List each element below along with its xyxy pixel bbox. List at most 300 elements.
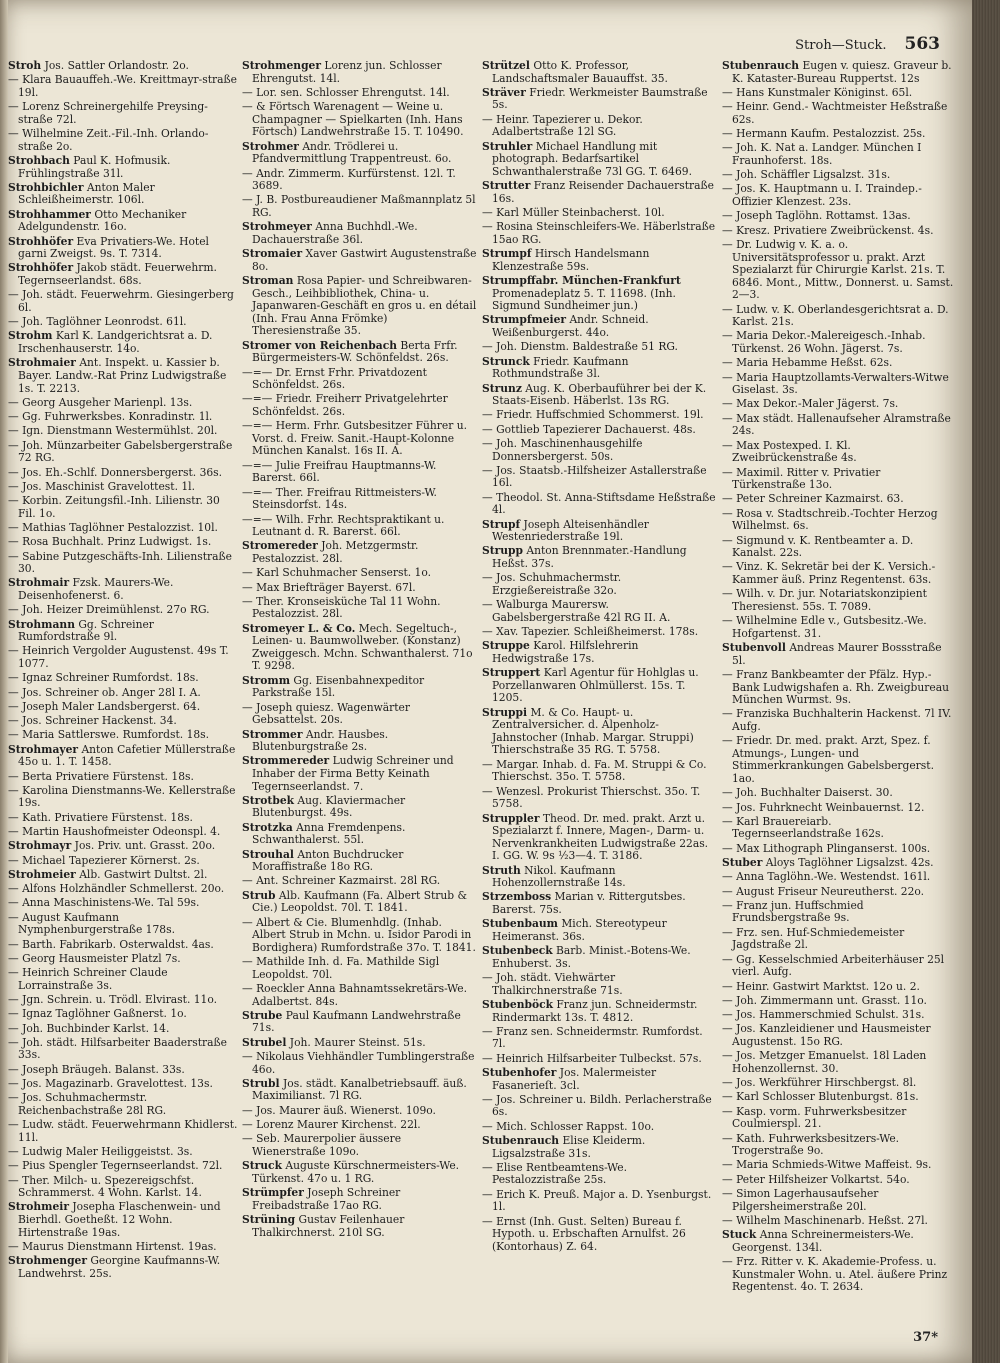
entry-details: Jos. Priv. unt. Grasst. 20o. — [71, 839, 216, 853]
entry-details: K. Sekretär bei der K. Versich.-Kammer äuß. Prinz Regentenst. 63s. — [732, 560, 936, 586]
entry-name: — Sabine — [8, 549, 60, 563]
entry-name: — Maria — [722, 1158, 769, 1172]
entry-name: — Ludwig — [8, 1145, 63, 1159]
entry-name: — Joh. — [722, 993, 758, 1007]
entry-name: Strümpfer — [242, 1186, 304, 1200]
entry-details: Sattlerswe. Rumfordst. 18s. — [54, 728, 210, 742]
entry-name: Strüning — [242, 1212, 296, 1226]
directory-entry — [8, 236, 238, 261]
entry-details: Georgine Kaufmanns-W. Landwehrst. 25s. — [18, 1254, 221, 1280]
directory-entry — [482, 221, 718, 246]
entry-details: sen. Schneidermstr. Rumfordst. 7l. — [492, 1024, 703, 1051]
entry-details: Taglöhner Pestalozzist. 10l. — [65, 520, 218, 534]
entry-details: Maurersw. Gabelsbergerstraße 42l RG II. A. — [492, 598, 671, 624]
entry-details: städt. Feuerwehrmann Khidlerst. 11l. — [18, 1118, 238, 1144]
directory-entry — [482, 813, 718, 863]
entry-name: — Franz — [722, 667, 768, 681]
entry-name: — Jos. — [722, 1022, 756, 1036]
entry-details: Schlosser Blutenburgst. 81s. — [758, 1090, 919, 1104]
directory-entry — [8, 467, 238, 480]
entry-details: Taglöhner Leonrodst. 61l. — [43, 315, 187, 329]
directory-entry — [722, 467, 954, 492]
entry-name: — Joh. — [722, 141, 758, 155]
entry-name: — Wilhelmine — [8, 127, 84, 141]
directory-entry — [482, 640, 718, 665]
entry-name: — Karolina — [8, 783, 69, 797]
entry-details: Huffschmied Schommerst. 19l. — [532, 408, 704, 422]
entry-details: Fuhrknecht Weinbauernst. 12. — [755, 800, 925, 814]
entry-details: Maler Heiliggeistst. 3s. — [62, 1145, 193, 1159]
entry-name: — Joseph — [722, 209, 773, 223]
entry-name: — Georg — [8, 395, 56, 409]
entry-name: — Max — [722, 411, 760, 425]
entry-details: Münzarbeiter Gabelsbergerstraße 72 RG. — [18, 438, 233, 465]
directory-entry — [482, 1094, 718, 1119]
entry-name: — Albert & Cie. — [242, 915, 328, 929]
entry-name: — Anna — [722, 870, 764, 884]
directory-entry — [8, 330, 238, 355]
entry-details: städt. Feuerwehrm. Giesingerberg 6l. — [18, 288, 234, 314]
entry-details: Joseph Schreiner Freibadstraße 17ao RG. — [252, 1186, 401, 1212]
entry-name: — Ernst — [482, 1214, 526, 1228]
entry-details: Zimmerm. Kurfürstenst. 12l. T. 3689. — [252, 166, 456, 193]
entry-name: — Rosa — [722, 506, 763, 520]
directory-entry — [722, 615, 954, 640]
directory-entry — [242, 1187, 478, 1212]
entry-name: — Gg. — [8, 410, 41, 424]
directory-entry — [482, 180, 718, 205]
entry-details: Franz Reisender Dachauerstraße 16s. — [492, 179, 714, 205]
entry-name: — Peter — [722, 1172, 765, 1186]
entry-details: St. Anna-Stiftsdame Heßstraße 4l. — [492, 490, 716, 517]
entry-details: Kunstmaler Königinst. 65l. — [764, 85, 913, 99]
entry-details: Schuhmacher Senserst. 1o. — [278, 566, 431, 580]
directory-entry — [722, 225, 954, 238]
entry-name: — Heinr. — [722, 979, 770, 993]
entry-name: Strunck — [482, 354, 530, 368]
entry-name: — Rosina — [482, 220, 533, 234]
entry-name: — Ther. — [8, 1173, 50, 1187]
directory-entry — [8, 812, 238, 825]
entry-name: — Joh. — [722, 168, 758, 182]
entry-name: — Kasp. — [722, 1104, 767, 1118]
entry-details: Marian v. Rittergutsbes. Barerst. 75s. — [492, 890, 686, 917]
entry-details: jun. Huffschmied Frundsbergstraße 9s. — [732, 898, 864, 925]
directory-entry — [8, 1064, 238, 1077]
entry-details: Buchhalterin Hackenst. 7l IV. Aufg. — [732, 707, 952, 733]
directory-entry — [8, 316, 238, 329]
entry-name: — Wilhelmine — [722, 614, 798, 628]
entry-name: — Margar. — [482, 757, 540, 771]
entry-details: Maurer Kirchenst. 22l. — [293, 1118, 421, 1132]
entry-name: — Jos. — [8, 465, 42, 479]
directory-entry — [8, 883, 238, 896]
entry-name: — Jgn. — [8, 993, 44, 1006]
entry-details: Otto K. Professor, Landschaftsmaler Bauauffst. 35. — [492, 60, 668, 85]
entry-name: — Joh. — [722, 786, 758, 800]
entry-details: vorm. Fuhrwerksbesitzer Coulmierspl. 21. — [732, 1104, 907, 1131]
entry-details: Alb. Kaufmann (Fa. Albert Strub & Cie.) Leopoldst. 70l. T. 1841. — [252, 888, 468, 915]
entry-name: — Heinr. — [722, 100, 770, 114]
entry-name: — Heinrich — [482, 1051, 544, 1065]
directory-entry — [8, 912, 238, 937]
entry-name: — Franziska — [722, 707, 790, 721]
entry-name: — Jos. — [482, 1092, 516, 1106]
entry-details: Schrein. u. Trödl. Elvirast. 11o. — [43, 993, 217, 1006]
directory-entry — [8, 840, 238, 853]
entry-details: Haushofmeister Odeonspl. 4. — [59, 825, 221, 838]
entry-name: — Alfons — [8, 882, 56, 896]
directory-entry — [242, 275, 478, 338]
entry-details: Zimmermann unt. Grasst. 11o. — [757, 993, 927, 1007]
entry-details: Nikol. Kaufmann Hohenzollernstraße 14s. — [492, 863, 626, 890]
entry-name: Struhler — [482, 139, 533, 153]
directory-entry — [8, 128, 238, 153]
entry-name: Strohmayer — [8, 742, 79, 756]
entry-name: — Joseph — [242, 700, 293, 714]
entry-name: — Joh. — [8, 288, 44, 302]
entry-name: — Pius — [8, 1159, 46, 1173]
entry-name: — Klara — [8, 73, 52, 87]
entry-details: Promenadeplatz 5. T. 11698. (Inh. Sigmund Sundheimer jun.) — [492, 286, 676, 313]
entry-details: Schreinergehilfe Preysing-straße 72l. — [18, 100, 208, 126]
directory-entry — [722, 843, 954, 856]
directory-entry — [8, 645, 238, 670]
entry-details: Taglöhner Gaßnerst. 1o. — [52, 1007, 187, 1021]
entry-name: Stubenbaum — [482, 917, 558, 931]
directory-entry — [722, 927, 954, 952]
entry-name: Strub — [242, 888, 276, 902]
entry-details: Xaver Gastwirt Augustenstraße 8o. — [252, 247, 477, 273]
entry-details: Josepha Flaschenwein- und Bierhdl. Goetheßt. 12 Wohn. Hirtenstraße 19as. — [18, 1200, 221, 1239]
entry-name: Strohmair — [8, 576, 70, 590]
entry-details: Schreiner Kazmairst. 63. — [764, 492, 904, 506]
entry-details: Steinschleifers-We. Häberlstraße 15ao RG. — [492, 220, 716, 246]
entry-name: Strupp — [482, 544, 524, 558]
directory-entry — [242, 420, 478, 458]
directory-entry — [8, 495, 238, 520]
entry-details: Jos. Sattler Orlandostr. 2o. — [41, 60, 189, 72]
directory-entry — [8, 672, 238, 685]
entry-name: — Wilhelm — [722, 1213, 781, 1227]
directory-entry — [242, 367, 478, 392]
entry-details: Schreiner Rumfordst. 18s. — [52, 671, 199, 685]
directory-entry — [8, 1037, 238, 1062]
directory-entry — [722, 87, 954, 100]
entry-details: Tapezierer Körnerst. 2s. — [65, 853, 200, 867]
directory-entry — [482, 275, 718, 313]
entry-details: Kaufmann Nymphenburgerstraße 178s. — [18, 910, 175, 937]
directory-entry — [722, 1174, 954, 1187]
entry-name: — Friedr. — [482, 408, 533, 422]
entry-name: — Berta — [8, 769, 53, 783]
directory-entry — [482, 891, 718, 916]
directory-entry — [722, 1133, 954, 1158]
entry-details: Ant. Inspekt. u. Kassier b. Bayer. Landw.-Rat Prinz Ludwigstraße 1s. T. 2213. — [18, 356, 227, 395]
directory-entry — [722, 1009, 954, 1022]
entry-name: — Jos. — [8, 714, 42, 728]
entry-name: Strommer — [242, 727, 303, 741]
directory-entry — [482, 248, 718, 273]
entry-details: Schreiner u. Bildh. Perlacherstraße 6s. — [492, 1092, 712, 1119]
column-1 — [8, 60, 238, 1320]
entry-name: Strohbach — [8, 153, 70, 167]
entry-details: Paul K. Hofmusik. Frühlingstraße 31l. — [18, 153, 171, 180]
entry-details: Anna Schreinermeisters-We. Georgenst. 134l. — [732, 1228, 914, 1254]
directory-entry — [242, 822, 478, 847]
entry-name: — Theodol. — [482, 490, 543, 504]
entry-name: — Barth. — [8, 937, 56, 951]
directory-entry — [722, 1106, 954, 1131]
entry-details: Hirsch Handelsmann Klenzestraße 59s. — [492, 247, 650, 273]
entry-details: Paul Kaufmann Landwehrstraße 71s. — [252, 1008, 461, 1035]
directory-entry — [722, 735, 954, 785]
directory-entry — [722, 210, 954, 223]
entry-name: — Maria — [8, 728, 55, 742]
directory-entry — [482, 572, 718, 597]
entry-name: Stuck — [722, 1228, 757, 1242]
directory-entry — [242, 596, 478, 621]
directory-entry — [242, 393, 478, 418]
directory-entry — [8, 1160, 238, 1173]
entry-details: Eugen v. quiesz. Graveur b. K. Kataster-Bureau Ruppertst. 12s — [732, 60, 952, 85]
entry-name: — Mathilde — [242, 955, 305, 969]
entry-name: — Mathias — [8, 520, 66, 534]
entry-details: Karl K. Landgerichtsrat a. D. Irschenhauserstr. 14o. — [18, 329, 213, 356]
entry-details: Andr. Trödlerei u. Pfandvermittlung Trappentreust. 6o. — [252, 139, 452, 166]
directory-entry — [482, 409, 718, 422]
entry-details: Blumenhdlg. (Inhab. Albert Strub in Mchn. u. Isidor Parodi in Bordighera) Rumfordstraße 37o. T. 1841. — [252, 915, 476, 954]
entry-details: Postexped. I. Kl. Zweibrückenstraße 4s. — [732, 438, 857, 465]
directory-entry — [8, 939, 238, 952]
entry-name: — Heinrich — [8, 644, 70, 658]
entry-name: — Maria — [722, 356, 769, 370]
entry-name: —=— Dr. — [242, 365, 292, 379]
entry-details: Rosa Papier- und Schreibwaren-Gesch., Leihbibliothek, China- u. Japanwaren-Geschäft en gros u. en détail (Inh. Frau Anna Frömke) Theresienstraße 35. — [252, 274, 477, 338]
directory-entry — [482, 465, 718, 490]
directory-entry — [722, 1050, 954, 1075]
entry-details: Edle v., Gutsbesitz.-We. Hofgartenst. 31. — [732, 614, 927, 640]
entry-name: —=— Wilh. — [242, 512, 304, 526]
entry-details: Hauptzollamts-Verwalters-Witwe Giselast. 3s. — [732, 370, 949, 397]
entry-details: Gg. Eisenbahnexpeditor Parkstraße 15l. — [252, 673, 425, 700]
entry-name: Strohmer — [242, 139, 299, 153]
directory-entry — [8, 411, 238, 424]
entry-name: — Jos. — [722, 1008, 756, 1022]
entry-details: Kesselschmied Arbeiterhäuser 25l vierl. Aufg. — [732, 952, 945, 979]
entry-name: Strohmayr — [8, 839, 72, 853]
directory-entry — [722, 981, 954, 994]
entry-name: — August — [8, 910, 61, 924]
directory-entry — [242, 956, 478, 981]
entry-name: — Maurus — [8, 1239, 64, 1253]
entry-name: — Korbin. — [8, 494, 62, 508]
entry-name: —=— Julie — [242, 458, 301, 472]
entry-details: M. & Co. Haupt- u. Zentralversicher. d. Alpenholz-Jahnstocher (Inhab. Margar. Struppi) Thierschstraße 35 RG. T. 5758. — [492, 705, 694, 757]
directory-entry — [482, 1067, 718, 1092]
entry-details: Anton Maler Schleißheimerstr. 106l. — [18, 180, 155, 207]
directory-entry — [242, 582, 478, 595]
directory-entry — [722, 900, 954, 925]
directory-entry — [8, 785, 238, 810]
directory-entry — [482, 383, 718, 408]
entry-details: Frhr. Rechtspraktikant u. Leutnant d. R. Barerst. 66l. — [252, 512, 445, 539]
entry-name: — Ign. — [8, 424, 44, 438]
directory-entry — [8, 577, 238, 602]
entry-details: Taglöhn. Rottamst. 13as. — [772, 209, 911, 223]
entry-details: Ritter v. Privatier Türkenstraße 13o. — [732, 465, 881, 492]
directory-entry — [8, 1092, 238, 1117]
entry-name: — Rosa — [8, 535, 49, 549]
entry-details: Bankbeamter der Pfälz. Hyp.-Bank Ludwigshafen a. Rh. Zweigbureau München Wurmst. 9s. — [732, 667, 949, 707]
entry-name: Strubel — [242, 1035, 287, 1049]
entry-details: Jos. Malermeister Fasanerieſt. 3cl. — [492, 1065, 657, 1092]
entry-details: Dienstmanns-We. Kellerstraße 19s. — [18, 783, 236, 810]
entry-details: Tapezier. Schleißheimerst. 178s. — [518, 625, 699, 639]
directory-entry — [8, 897, 238, 910]
entry-name: — Seb. — [242, 1132, 280, 1146]
directory-entry — [242, 983, 478, 1008]
entry-details: Zeit.-Fil.-Inh. Orlando-straße 2o. — [18, 127, 209, 153]
directory-entry — [722, 239, 954, 302]
directory-entry — [722, 1077, 954, 1090]
directory-entry — [8, 855, 238, 868]
directory-entry — [8, 60, 238, 73]
entry-name: — Anna — [8, 896, 50, 910]
directory-entry — [8, 1175, 238, 1200]
entry-details: Briefträger Bayerst. 67l. — [279, 580, 416, 594]
entry-details: Anton Cafetier Müllerstraße 45o u. 1. T. 1458. — [18, 742, 236, 769]
directory-entry — [8, 1146, 238, 1159]
directory-entry — [242, 567, 478, 580]
entry-details: v. K. a. o. Universitätsprofessor u. prakt. Arzt Spezialarzt für Chirurgie Karlst. 21s. T. 6846. Mont., Mittw., Donnerst. u. Samst. 2—3. — [732, 237, 954, 302]
entry-details: städt. Viehwärter Thalkirchnerstraße 71s. — [492, 971, 623, 997]
directory-entry — [8, 701, 238, 714]
entry-details: Mech. Segeltuch-, Leinen- u. Baumwollweber. (Konstanz) Zweiggesch. Mchn. Schwanthalerst. 71o T. 9298. — [252, 621, 473, 673]
directory-entry — [482, 1216, 718, 1254]
entry-details: Dienstm. Baldestraße 51 RG. — [517, 340, 678, 354]
entry-details: Auguste Kürschnermeisters-We. Türkenst. 47o u. 1 RG. — [252, 1159, 460, 1185]
directory-entry — [722, 642, 954, 667]
entry-details: Andr. Hausbes. Blutenburgstraße 2s. — [252, 727, 389, 754]
entry-name: — Ignaz — [8, 671, 53, 685]
entry-details: v. Dr. jur. Notariatskonzipient Theresienst. 55s. T. 7089. — [732, 587, 927, 613]
entry-name: Strutter — [482, 179, 531, 193]
directory-entry — [242, 1051, 478, 1076]
entry-details: Buchbinder Karlst. 14. — [43, 1021, 170, 1035]
entry-name: Struppert — [482, 666, 541, 680]
directory-entry — [722, 857, 954, 870]
entry-details: Fabrikarb. Osterwaldst. 4as. — [56, 937, 214, 951]
entry-name: — Jos. — [8, 1077, 42, 1090]
entry-name: Strohm — [8, 329, 53, 343]
entry-details: Michael Handlung mit photograph. Bedarfsartikel Schwanthalerstraße 73l GG. T. 6469. — [492, 139, 692, 178]
entry-details: Dekor.-Maler Jägerst. 7s. — [759, 397, 899, 411]
directory-entry — [8, 953, 238, 966]
entry-details: Schuhmachermstr. Erzgießereistraße 32o. — [492, 571, 622, 597]
signature-mark: 37* — [913, 1330, 938, 1345]
directory-entry — [242, 540, 478, 565]
entry-details: Fzsk. Maurers-We. Deisenhofenerst. 6. — [18, 576, 174, 602]
entry-details: Metzger Emanuelst. 18l Laden Hohenzollernst. 30. — [732, 1049, 927, 1075]
directory-entry — [482, 707, 718, 757]
entry-details: Mich. Stereotypeur Heimeranst. 36s. — [492, 917, 667, 943]
directory-entry — [482, 972, 718, 997]
entry-name: — Wilh. — [722, 587, 764, 601]
entry-name: — Ludw. — [722, 302, 769, 316]
entry-name: — Hermann — [722, 127, 788, 141]
directory-entry — [242, 623, 478, 673]
page-number: 563 — [904, 34, 940, 54]
entry-name: Strommereder — [242, 754, 330, 768]
entry-details: sen. Schlosser Ehrengutst. 14l. — [276, 85, 450, 99]
directory-entry — [242, 87, 478, 100]
entry-details: Kanzleidiener und Hausmeister Augustenst. 15o RG. — [732, 1022, 931, 1048]
entry-details: Jakob städt. Feuerwehrm. Tegernseerlandst. 68s. — [18, 261, 217, 287]
entry-name: Strohmenger — [8, 1254, 87, 1268]
entry-name: Strohhöfer — [8, 234, 74, 248]
entry-name: — Kath. — [722, 1131, 766, 1145]
entry-details: Karl Agentur für Hohlglas u. Porzellanwaren Ohlmüllerst. 15s. T. 1205. — [492, 666, 699, 705]
directory-entry — [722, 60, 954, 85]
entry-name: — Elise — [482, 1160, 523, 1174]
directory-entry — [482, 1121, 718, 1134]
entry-details: Hebamme Heßst. 62s. — [768, 356, 893, 370]
directory-entry — [242, 890, 478, 915]
entry-details: Spengler Tegernseerlandst. 72l. — [45, 1159, 223, 1173]
entry-details: Heizer Dreimühlenst. 27o RG. — [43, 603, 210, 617]
entry-details: Werkführer Hirschbergst. 8l. — [755, 1076, 917, 1090]
directory-entry — [482, 438, 718, 463]
directory-entry — [482, 341, 718, 354]
directory-entry — [722, 802, 954, 815]
directory-entry — [482, 1162, 718, 1187]
entry-name: — Joh. — [8, 1021, 44, 1035]
entry-details: Franz jun. Schneidermstr. Rindermarkt 13s. T. 4812. — [492, 997, 698, 1024]
entry-details: Aug. K. Oberbauführer bei der K. Staats-Eisenb. Häberlst. 13s RG. — [492, 381, 707, 408]
entry-details: Gend.- Wachtmeister Heßstraße 62s. — [732, 100, 948, 126]
directory-entry — [482, 759, 718, 784]
entry-name: — Karl — [482, 205, 519, 219]
directory-entry — [8, 869, 238, 882]
entry-name: — Jos. — [722, 1049, 756, 1063]
entry-details: Hammerschmied Schulst. 31s. — [755, 1008, 925, 1022]
entry-name: Strzemboss — [482, 890, 552, 904]
entry-name: — Heinrich — [8, 966, 70, 980]
directory-entry — [242, 675, 478, 700]
directory-entry — [482, 114, 718, 139]
directory-entry — [482, 865, 718, 890]
directory-entry — [8, 209, 238, 234]
entry-details: Otto Mechaniker Adelgundenstr. 16o. — [18, 207, 187, 234]
entry-details: Lorenz jun. Schlosser Ehrengutst. 14l. — [252, 60, 442, 85]
entry-details: K. Preuß. Major a. D. Ysenburgst. 1l. — [492, 1187, 712, 1214]
directory-entry — [722, 1023, 954, 1048]
entry-name: — Jos. — [722, 1076, 756, 1090]
directory-entry — [482, 87, 718, 112]
directory-entry — [722, 535, 954, 560]
directory-entry — [8, 967, 238, 992]
entry-name: — Joh. — [482, 971, 518, 985]
directory-entry — [722, 493, 954, 506]
entry-details: v. K. Rentbeamter a. D. Kanalst. 22s. — [732, 533, 914, 560]
directory-entry — [242, 1105, 478, 1118]
directory-entry — [8, 994, 238, 1007]
directory-entry — [482, 999, 718, 1024]
entry-name: — Max — [722, 397, 760, 411]
entry-name: — Joseph — [8, 699, 59, 713]
directory-entry — [722, 708, 954, 733]
